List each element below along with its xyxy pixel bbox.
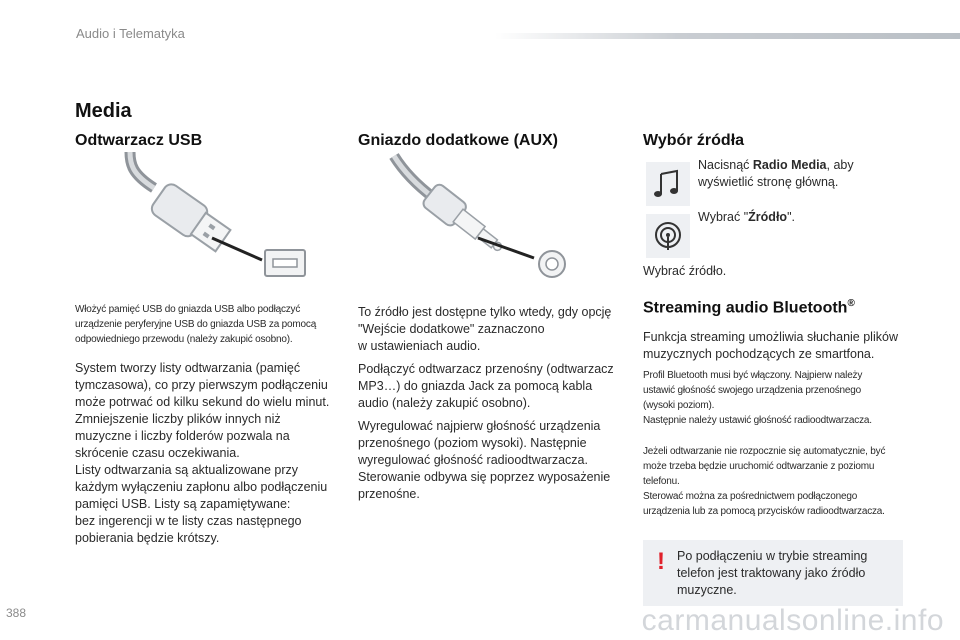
registered-mark: ® — [847, 298, 855, 309]
usb-body-line: może potrwać od kilku sekund do wielu minut. — [75, 395, 330, 409]
source-step-1-line: wyświetlić stronę główną. — [698, 175, 839, 189]
streaming-note-box — [643, 540, 903, 606]
step1-pre: Nacisnąć — [698, 158, 753, 172]
source-heading: Wybór źródła — [643, 132, 745, 149]
aux-line: Sterowanie odbywa się poprzez wyposażenie — [358, 470, 611, 484]
aux-line: MP3…) do gniazda Jack za pomocą kabla — [358, 379, 593, 393]
note-line: telefon jest traktowany jako źródło — [677, 566, 866, 580]
usb-illustration — [72, 152, 312, 282]
step2-post: ". — [787, 210, 795, 224]
music-note-icon — [646, 162, 690, 206]
source-icon — [646, 214, 690, 258]
bluetooth-note-line: urządzenia lub za pomocą przycisków radioodtwarzacza. — [643, 506, 885, 517]
aux-line: Podłączyć odtwarzacz przenośny (odtwarzacz — [358, 362, 614, 376]
header-title: Audio i Telematyka — [76, 26, 185, 41]
step2-pre: Wybrać " — [698, 210, 749, 224]
bluetooth-note-line: (wysoki poziom). — [643, 400, 715, 411]
usb-body-line: każdym wyłączeniu zapłonu albo podłączeniu — [75, 480, 328, 494]
page-number: 388 — [6, 606, 27, 620]
aux-line: przenośnego (poziom wysoki). Następnie — [358, 436, 587, 450]
usb-caption-line: odpowiedniego przewodu (należy zakupić osobno). — [75, 334, 293, 345]
usb-body-line: bez ingerencji w te listy czas następnego — [75, 514, 302, 528]
usb-caption-line: Włożyć pamięć USB do gniazda USB albo podłączyć — [75, 304, 301, 315]
usb-body-line: pobierania będzie krótszy. — [75, 531, 220, 545]
usb-caption — [75, 302, 325, 347]
step1-post: , aby — [826, 158, 854, 172]
aux-line: "Wejście dodatkowe" zaznaczono — [358, 322, 545, 336]
bluetooth-note-line: Sterować można za pośrednictwem podłączonego — [643, 491, 858, 502]
aux-line: wyregulować głośność radioodtwarzacza. — [358, 453, 588, 467]
bluetooth-note-line: Następnie należy ustawić głośność radioodtwarzacza. — [643, 415, 872, 426]
radio-media-label: Radio Media — [752, 158, 827, 172]
usb-caption-line: urządzenie peryferyjne USB do gniazda USB za pomocą — [75, 319, 317, 330]
aux-paragraph-3 — [358, 418, 628, 503]
usb-heading: Odtwarzacz USB — [75, 132, 203, 149]
usb-body-line: System tworzy listy odtwarzania (pamięć — [75, 361, 301, 375]
bluetooth-line: muzycznych pochodzących ze smartfona. — [643, 347, 875, 361]
usb-body-line: pamięci USB. Listy są zapamiętywane: — [75, 497, 291, 511]
source-step-1 — [698, 157, 898, 191]
bluetooth-note-2 — [643, 444, 913, 519]
aux-illustration — [356, 152, 596, 282]
aux-line: przenośne. — [358, 487, 420, 501]
header-rule — [495, 33, 960, 39]
watermark: carmanualsonline.info — [641, 604, 944, 637]
aux-line: w ustawieniach audio. — [358, 339, 481, 353]
bluetooth-note-line: ustawić głośność swojego urządzenia przenośnego — [643, 385, 861, 396]
usb-body-line: tymczasowa), co przy pierwszym podłączeniu — [75, 378, 328, 392]
bluetooth-note-line: może trzeba będzie uruchomić odtwarzanie z poziomu — [643, 461, 875, 472]
usb-body-line: muzyczne i liczby folderów pozwala na — [75, 429, 290, 443]
bluetooth-note-line: Profil Bluetooth musi być włączony. Najpierw należy — [643, 370, 863, 381]
bluetooth-heading-text: Streaming audio Bluetooth — [643, 299, 848, 317]
aux-paragraph-2 — [358, 361, 628, 412]
aux-paragraph-1 — [358, 304, 628, 355]
bluetooth-note-line: Jeżeli odtwarzanie nie rozpocznie się automatycznie, być — [643, 446, 886, 457]
bluetooth-paragraph — [643, 329, 913, 363]
aux-line: To źródło jest dostępne tylko wtedy, gdy opcję — [358, 305, 612, 319]
source-label: Źródło — [748, 210, 788, 224]
note-line: Po podłączeniu w trybie streaming — [677, 549, 868, 563]
source-step-3: Wybrać źródło. — [643, 264, 727, 278]
usb-body-line: Zmniejszenie liczby plików innych niż — [75, 412, 281, 426]
bluetooth-heading — [643, 298, 855, 317]
warning-icon: ! — [657, 548, 665, 575]
aux-line: Wyregulować najpierw głośność urządzenia — [358, 419, 601, 433]
source-step-1-line — [698, 157, 898, 174]
note-line: muzyczne. — [677, 583, 737, 597]
aux-line: audio (należy zakupić osobno). — [358, 396, 531, 410]
bluetooth-note-1 — [643, 368, 913, 428]
streaming-note-text — [677, 548, 887, 599]
source-step-2 — [698, 209, 898, 226]
bluetooth-note-line: telefonu. — [643, 476, 680, 487]
usb-body — [75, 360, 345, 547]
aux-heading: Gniazdo dodatkowe (AUX) — [358, 132, 558, 149]
section-title: Media — [75, 100, 132, 122]
usb-body-line: skrócenie czasu oczekiwania. — [75, 446, 240, 460]
usb-body-line: Listy odtwarzania są aktualizowane przy — [75, 463, 299, 477]
bluetooth-line: Funkcja streaming umożliwia słuchanie plików — [643, 330, 898, 344]
